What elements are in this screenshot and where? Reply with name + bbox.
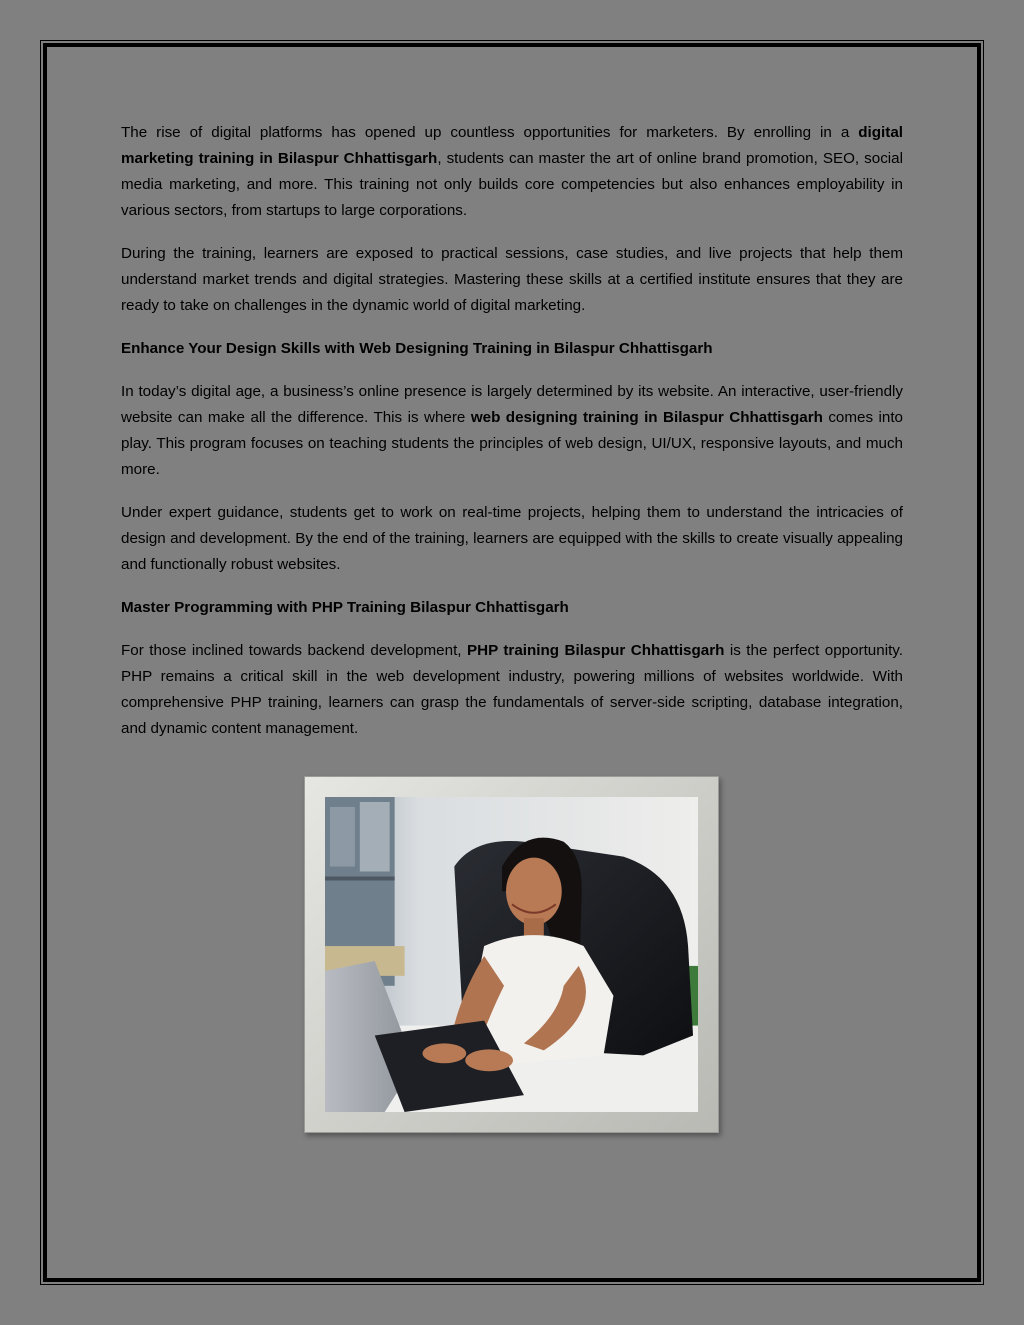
heading-php-training: Master Programming with PHP Training Bilaspur Chhattisgarh xyxy=(121,599,569,616)
paragraph-expert-guidance: Under expert guidance, students get to work on real-time projects, helping them to understand the intricacies of design and development. By the end of the training, learners are equipped with the skills to create visually appealing and functionally robust websites. xyxy=(121,504,903,573)
paragraph-text: comes into play. This program focuses on teaching students the principles of web design, UI/UX, responsive layouts, and much more. xyxy=(121,409,903,478)
paragraph-web-designing xyxy=(121,379,903,483)
heading-web-designing: Enhance Your Design Skills with Web Designing Training in Bilaspur Chhattisgarh xyxy=(121,340,713,357)
student-photo xyxy=(325,797,698,1112)
paragraph-text: The rise of digital platforms has opened up countless opportunities for marketers. By enrolling in a xyxy=(121,124,859,141)
paragraph-text: , students can master the art of online brand promotion, SEO, social media marketing, and more. This training not only builds core competencies but also enhances employability in various sectors, from startups to large corporations. xyxy=(121,150,903,219)
paragraph-text: is the perfect opportunity. PHP remains a critical skill in the web development industry, powering millions of websites worldwide. With comprehensive PHP training, learners can grasp the fundamentals of server-side scripting, database integration, and dynamic content management. xyxy=(121,642,903,737)
paragraph-digital-marketing xyxy=(121,120,903,224)
bold-keyword: web designing training in Bilaspur Chhattisgarh xyxy=(470,409,823,426)
bold-keyword: digital marketing training in Bilaspur Chhattisgarh xyxy=(121,124,903,167)
paragraph-text: In today’s digital age, a business’s online presence is largely determined by its website. An interactive, user-friendly website can make all the difference. This is where xyxy=(121,383,903,426)
paragraph-php-training xyxy=(121,638,903,742)
paragraph-training-details: During the training, learners are exposed to practical sessions, case studies, and live projects that help them understand market trends and digital strategies. Mastering these skills at a certified institute ensures that they are ready to take on challenges in the dynamic world of digital marketing. xyxy=(121,245,903,314)
photo-frame xyxy=(304,776,719,1133)
document-body xyxy=(121,120,903,759)
bold-keyword: PHP training Bilaspur Chhattisgarh xyxy=(466,642,725,659)
student-at-laptop-image xyxy=(325,797,698,1112)
paragraph-text: For those inclined towards backend development, xyxy=(121,642,467,659)
